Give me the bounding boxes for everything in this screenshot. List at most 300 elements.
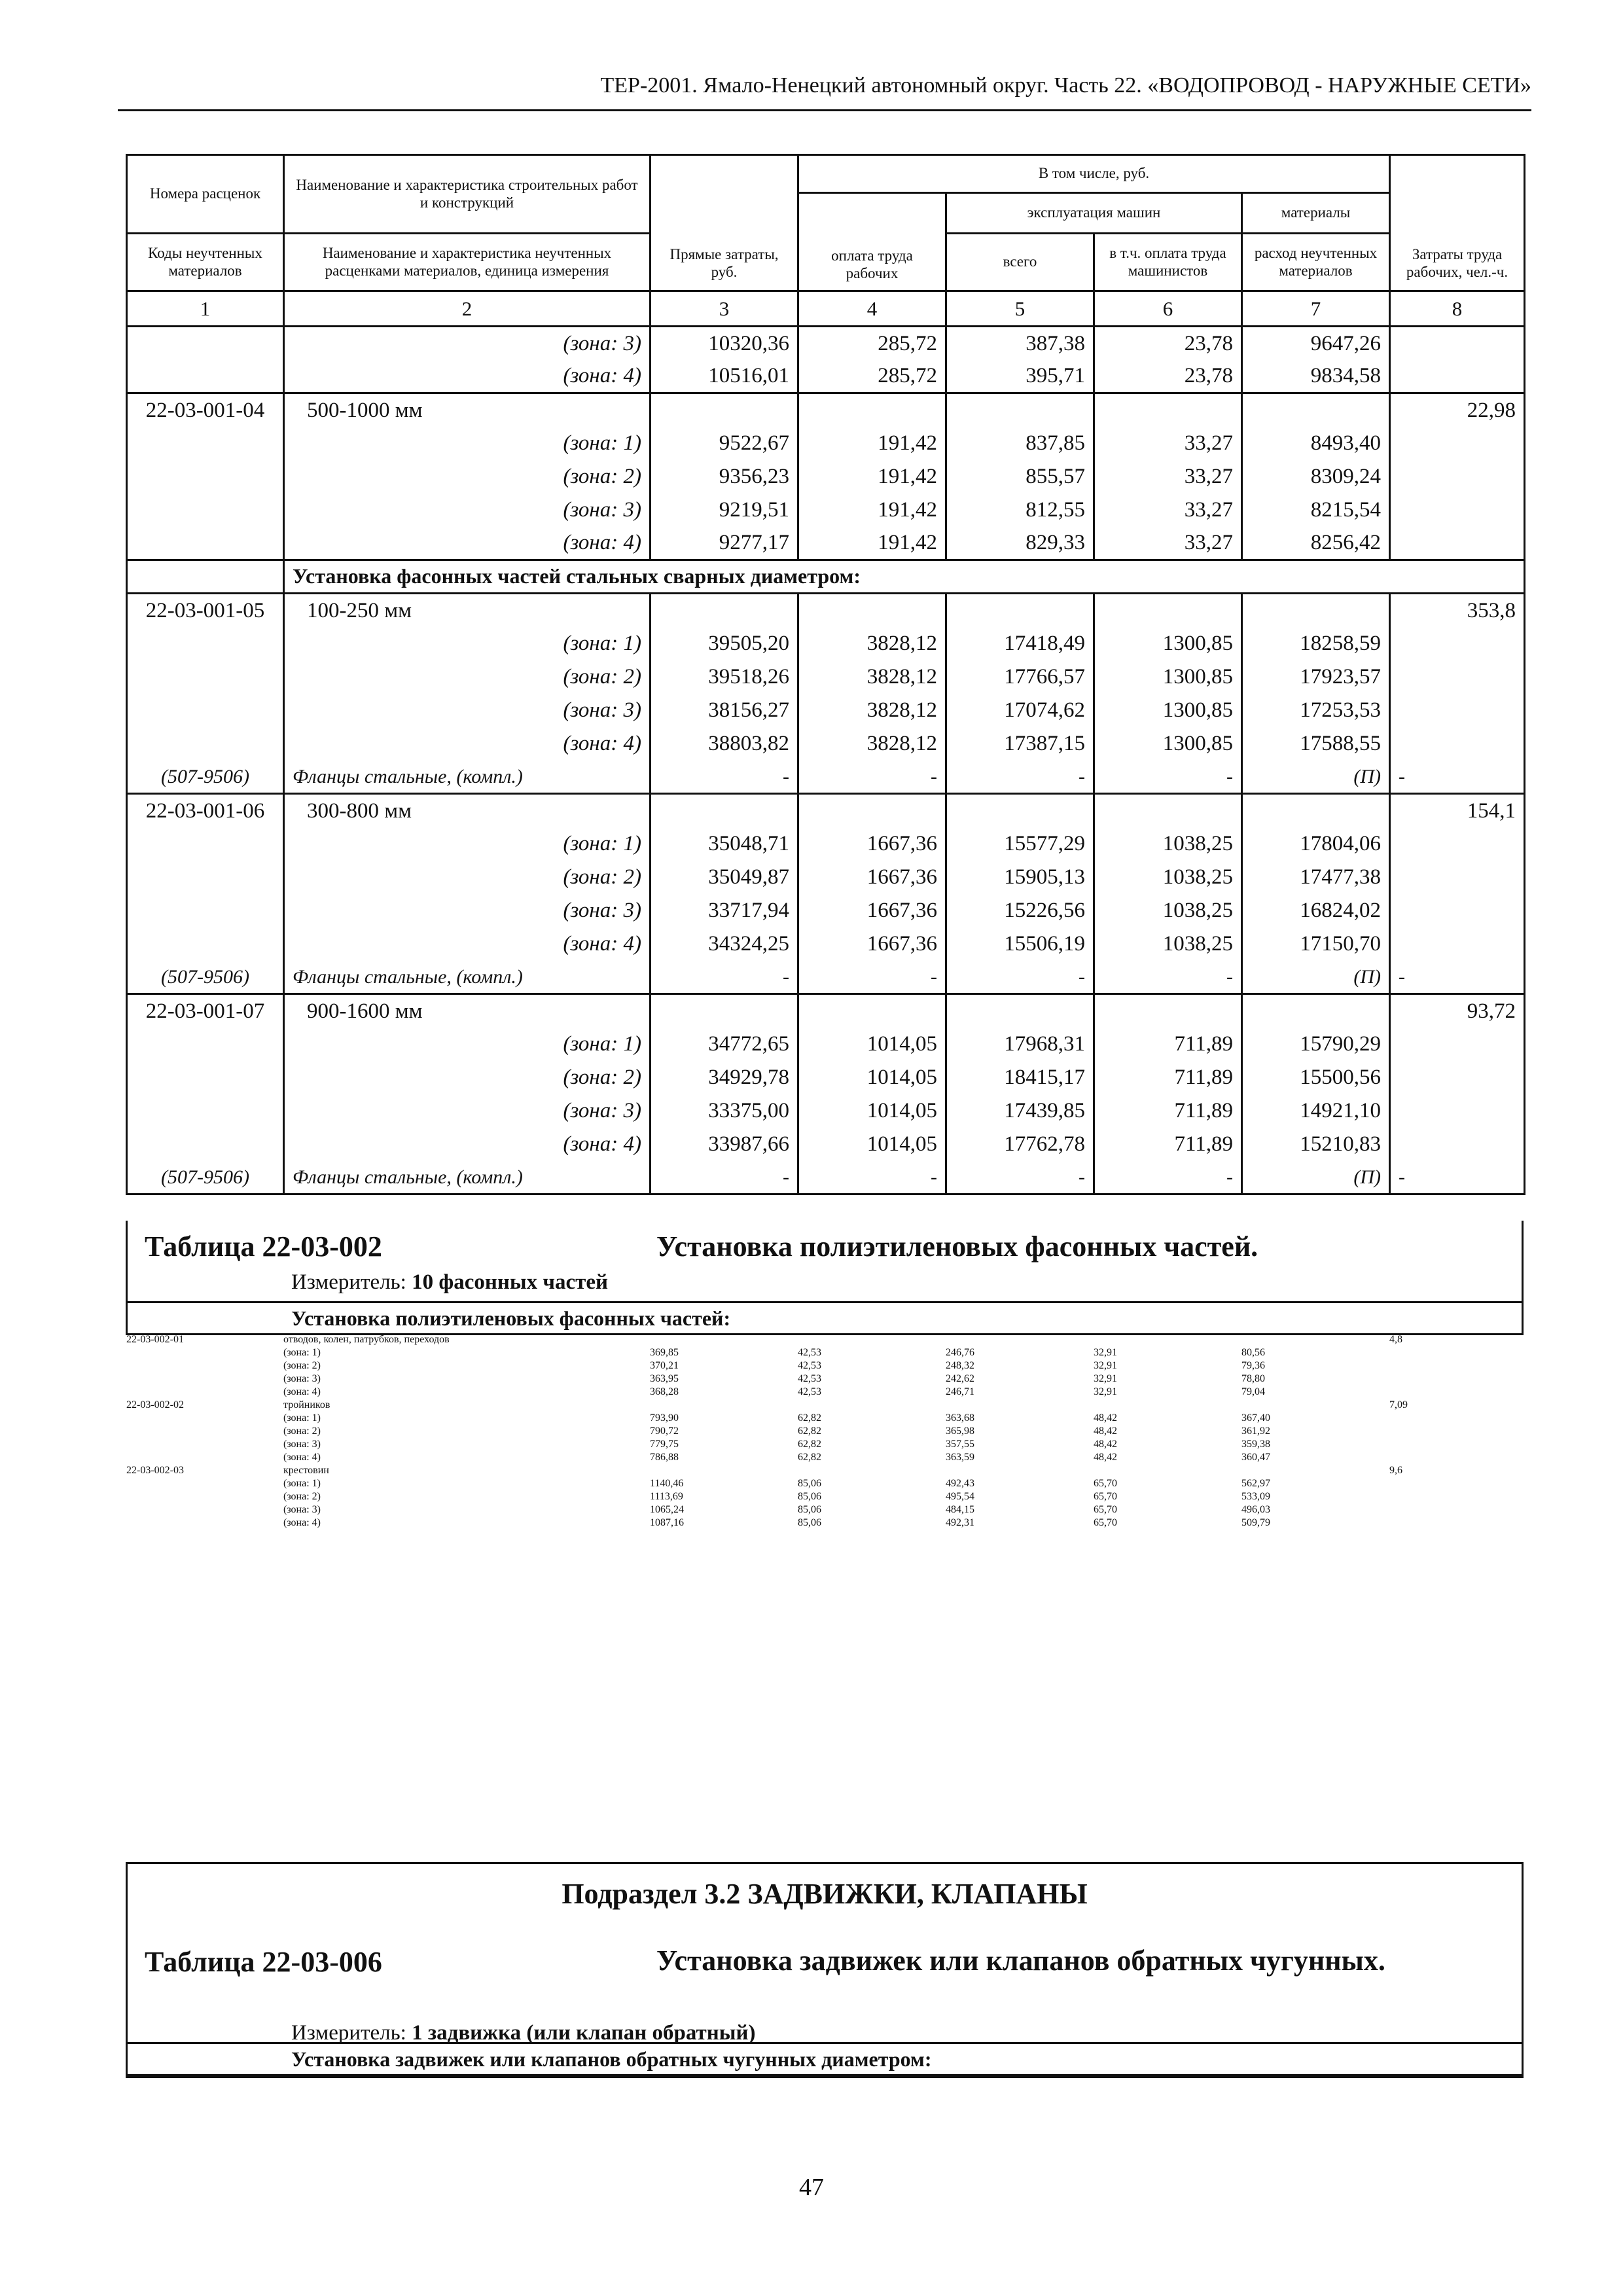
value-cell: 18258,59 (1242, 627, 1390, 660)
value-cell: 357,55 (946, 1439, 974, 1450)
value-cell (1093, 1333, 1241, 1346)
zone-label: (зона: 3) (284, 1094, 651, 1128)
table-row (126, 1359, 1524, 1372)
labor-cell: 4,8 (1389, 1334, 1402, 1345)
col6-head: в т.ч. оплата труда машинистов (1094, 234, 1242, 291)
value-cell: 48,42 (1094, 1412, 1117, 1424)
idx-4: 4 (798, 291, 946, 327)
col2-bottom: Наименование и характеристика неучтенных расценками материалов, единица измерения (284, 234, 651, 291)
value-cell (649, 1399, 797, 1412)
value-cell: 387,38 (946, 327, 1094, 360)
zone-label: (зона: 3) (284, 327, 651, 360)
labor-cell (1390, 360, 1525, 393)
value-cell: 15790,29 (1242, 1028, 1390, 1061)
idx-1: 1 (127, 291, 284, 327)
value-cell (798, 393, 946, 427)
labor-cell (1389, 1359, 1524, 1372)
zone-label: (зона: 4) (284, 727, 651, 761)
running-header (118, 65, 1531, 111)
value-cell (946, 393, 1094, 427)
value-cell: 711,89 (1094, 1028, 1242, 1061)
rates-table-002 (126, 1333, 1524, 1530)
table-row (127, 861, 1525, 894)
rate-name: отводов, колен, патрубков, переходов (283, 1334, 450, 1345)
value-cell: 79,04 (1241, 1386, 1265, 1397)
value-cell: 34772,65 (651, 1028, 798, 1061)
value-cell: 1300,85 (1094, 660, 1242, 694)
value-cell: 32,91 (1094, 1347, 1117, 1358)
value-cell: 34324,25 (651, 927, 798, 961)
value-cell (1242, 393, 1390, 427)
zone-label: (зона: 3) (283, 1373, 321, 1384)
zone-label: (зона: 3) (284, 694, 651, 727)
code-cell (127, 427, 284, 460)
rate-code: 22-03-001-06 (127, 794, 284, 827)
table-row (126, 1490, 1524, 1503)
zone-label: (зона: 3) (283, 1439, 321, 1450)
value-cell: 363,68 (946, 1412, 974, 1424)
code-cell (126, 1425, 283, 1438)
value-cell: 65,70 (1094, 1491, 1117, 1502)
zone-label: (зона: 2) (284, 660, 651, 694)
value-cell: 285,72 (798, 327, 946, 360)
value-cell: 65,70 (1094, 1517, 1117, 1528)
table-body-002 (126, 1333, 1524, 1530)
rate-name: 100-250 мм (284, 594, 651, 627)
value-cell: 17766,57 (946, 660, 1094, 694)
value-cell: 15500,56 (1242, 1061, 1390, 1094)
page-number: 47 (799, 2174, 824, 2201)
table-row-rate (127, 594, 1525, 627)
value-cell (1241, 1399, 1389, 1412)
value-cell (651, 393, 798, 427)
value-cell: 17477,38 (1242, 861, 1390, 894)
value-cell (1093, 1464, 1241, 1477)
value-cell (1242, 594, 1390, 627)
table-row (127, 1028, 1525, 1061)
value-cell (798, 794, 946, 827)
value-cell: 8215,54 (1242, 493, 1390, 527)
table-row-rate (127, 994, 1525, 1028)
table-row (127, 827, 1525, 861)
value-cell: 85,06 (798, 1478, 821, 1489)
rate-code: 22-03-002-01 (126, 1334, 184, 1345)
labor-cell: 154,1 (1390, 794, 1525, 827)
table-row (127, 694, 1525, 727)
labor-cell: 22,98 (1390, 393, 1525, 427)
value-cell (798, 594, 946, 627)
value-cell: 1087,16 (650, 1517, 684, 1528)
labor-cell (1390, 1128, 1525, 1161)
code-cell (126, 1490, 283, 1503)
code-cell (127, 694, 284, 727)
value-cell: 85,06 (798, 1517, 821, 1528)
value-cell: 812,55 (946, 493, 1094, 527)
value-cell: 80,56 (1241, 1347, 1265, 1358)
table-row (127, 894, 1525, 927)
labor-cell (1389, 1425, 1524, 1438)
code-cell (127, 1128, 284, 1161)
dash-cell: - (798, 761, 946, 794)
value-cell: 1014,05 (798, 1061, 946, 1094)
running-title: ТЕР-2001. Ямало-Ненецкий автономный округ. Часть 22. «ВОДОПРОВОД - НАРУЖНЫЕ СЕТИ» (600, 73, 1531, 98)
value-cell (946, 594, 1094, 627)
labor-cell: 93,72 (1390, 994, 1525, 1028)
code-cell (127, 360, 284, 393)
labor-cell: 7,09 (1389, 1399, 1408, 1410)
table-row (127, 1128, 1525, 1161)
value-cell: 15210,83 (1242, 1128, 1390, 1161)
value-cell: 562,97 (1241, 1478, 1270, 1489)
value-cell (649, 1333, 797, 1346)
table-head (127, 155, 1525, 327)
labor-cell (1390, 727, 1525, 761)
table-row (127, 327, 1525, 360)
rate-name: 500-1000 мм (284, 393, 651, 427)
material-name: Фланцы стальные, (компл.) (284, 761, 651, 794)
labor-cell (1389, 1412, 1524, 1425)
value-cell: 62,82 (798, 1426, 821, 1437)
zone-label: (зона: 4) (284, 360, 651, 393)
value-cell: 62,82 (798, 1439, 821, 1450)
labor-cell (1390, 460, 1525, 493)
zone-label: (зона: 1) (284, 627, 651, 660)
value-cell: 359,38 (1241, 1439, 1270, 1450)
value-cell: 15506,19 (946, 927, 1094, 961)
value-cell: 17253,53 (1242, 694, 1390, 727)
col7-head: расход неучтенных материалов (1242, 234, 1390, 291)
value-cell: 360,47 (1241, 1452, 1270, 1463)
code-cell (127, 527, 284, 560)
value-cell: 15226,56 (946, 894, 1094, 927)
value-cell: 17418,49 (946, 627, 1094, 660)
value-cell (1093, 1399, 1241, 1412)
idx-7: 7 (1242, 291, 1390, 327)
dash-cell: - (946, 1161, 1094, 1194)
table-row (126, 1372, 1524, 1386)
zone-label: (зона: 3) (284, 894, 651, 927)
value-cell (1094, 994, 1242, 1028)
col2-top: Наименование и характеристика строительных работ и конструкций (284, 155, 651, 234)
dash-cell: - (1390, 1161, 1525, 1194)
value-cell: 363,95 (650, 1373, 679, 1384)
value-cell: 42,53 (798, 1347, 821, 1358)
table-row (126, 1451, 1524, 1464)
idx-2: 2 (284, 291, 651, 327)
zone-label: (зона: 4) (283, 1452, 321, 1463)
zone-label: (зона: 4) (284, 527, 651, 560)
value-cell: 3828,12 (798, 727, 946, 761)
value-cell: 62,82 (798, 1412, 821, 1424)
value-cell: 9277,17 (651, 527, 798, 560)
code-cell (127, 460, 284, 493)
table-row (127, 460, 1525, 493)
value-cell (1242, 994, 1390, 1028)
code-cell (126, 1477, 283, 1490)
value-cell: 17150,70 (1242, 927, 1390, 961)
dash-cell: - (1094, 1161, 1242, 1194)
col8-head: Затраты труда рабочих, чел.-ч. (1390, 155, 1525, 291)
table-row (127, 360, 1525, 393)
value-cell: 496,03 (1241, 1504, 1270, 1515)
value-cell: 23,78 (1094, 360, 1242, 393)
value-cell: 38803,82 (651, 727, 798, 761)
zone-label: (зона: 4) (283, 1386, 321, 1397)
material-code: (507-9506) (127, 761, 284, 794)
value-cell: 711,89 (1094, 1094, 1242, 1128)
value-cell: 17588,55 (1242, 727, 1390, 761)
value-cell (1094, 393, 1242, 427)
value-cell: 829,33 (946, 527, 1094, 560)
value-cell (798, 994, 946, 1028)
table-006-title: Таблица 22-03-006 (145, 1946, 382, 1978)
table-002-heading (126, 1221, 1524, 1302)
labor-cell (1390, 927, 1525, 961)
table-002-caption: Установка полиэтиленовых фасонных частей. (656, 1230, 1258, 1263)
table-body-001 (127, 327, 1525, 1194)
material-p: (П) (1242, 761, 1390, 794)
table-row (127, 427, 1525, 460)
value-cell (651, 594, 798, 627)
value-cell: 492,31 (946, 1517, 974, 1528)
value-cell: 1667,36 (798, 827, 946, 861)
table-002-title: Таблица 22-03-002 (145, 1230, 382, 1263)
table-row-rate (127, 393, 1525, 427)
measure-value: 10 фасонных частей (412, 1270, 609, 1294)
dash-cell: - (651, 961, 798, 994)
subsection-title: Подраздел 3.2 ЗАДВИЖКИ, КЛАПАНЫ (562, 1878, 1088, 1910)
idx-3: 3 (651, 291, 798, 327)
value-cell: 492,43 (946, 1478, 974, 1489)
value-cell (1242, 794, 1390, 827)
value-cell: 191,42 (798, 460, 946, 493)
value-cell: 9834,58 (1242, 360, 1390, 393)
value-cell: 1667,36 (798, 861, 946, 894)
value-cell: 17968,31 (946, 1028, 1094, 1061)
zone-label: (зона: 1) (284, 1028, 651, 1061)
value-cell: 365,98 (946, 1426, 974, 1437)
value-cell: 17387,15 (946, 727, 1094, 761)
zone-label: (зона: 1) (283, 1412, 321, 1424)
value-cell: 1140,46 (650, 1478, 684, 1489)
table-row-rate (126, 1399, 1524, 1412)
material-p: (П) (1242, 961, 1390, 994)
measure-label: Измеритель: (291, 1270, 406, 1294)
table-row (126, 1412, 1524, 1425)
labor-cell (1390, 1094, 1525, 1128)
value-cell: 17923,57 (1242, 660, 1390, 694)
material-code: (507-9506) (127, 961, 284, 994)
value-cell: 48,42 (1094, 1439, 1117, 1450)
value-cell: 33,27 (1094, 460, 1242, 493)
value-cell (945, 1333, 1093, 1346)
table-row (127, 493, 1525, 527)
labor-cell (1389, 1490, 1524, 1503)
value-cell: 285,72 (798, 360, 946, 393)
zone-label: (зона: 3) (283, 1504, 321, 1515)
value-cell: 39505,20 (651, 627, 798, 660)
labor-cell (1390, 1028, 1525, 1061)
dash-cell: - (798, 1161, 946, 1194)
value-cell: 15905,13 (946, 861, 1094, 894)
zone-label: (зона: 1) (284, 427, 651, 460)
zone-label: (зона: 4) (284, 927, 651, 961)
material-row (127, 1161, 1525, 1194)
value-cell: 48,42 (1094, 1452, 1117, 1463)
value-cell: 17804,06 (1242, 827, 1390, 861)
table-row (127, 527, 1525, 560)
value-cell: 32,91 (1094, 1360, 1117, 1371)
code-cell (127, 894, 284, 927)
value-cell: 484,15 (946, 1504, 974, 1515)
code-cell (127, 727, 284, 761)
value-cell (797, 1399, 945, 1412)
value-cell (651, 794, 798, 827)
zone-label: (зона: 2) (283, 1426, 321, 1437)
labor-cell (1389, 1516, 1524, 1530)
code-cell (127, 660, 284, 694)
value-cell: 495,54 (946, 1491, 974, 1502)
table-row (126, 1477, 1524, 1490)
value-cell: 33717,94 (651, 894, 798, 927)
value-cell: 9356,23 (651, 460, 798, 493)
rate-name: тройников (283, 1399, 330, 1410)
value-cell: 23,78 (1094, 327, 1242, 360)
table-006-section: Установка задвижек или клапанов обратных чугунных диаметром: (126, 2042, 1524, 2076)
value-cell (945, 1399, 1093, 1412)
value-cell: 368,28 (650, 1386, 679, 1397)
table-002-measure (291, 1270, 608, 1295)
value-cell: 1014,05 (798, 1128, 946, 1161)
value-cell: 32,91 (1094, 1373, 1117, 1384)
value-cell: 33987,66 (651, 1128, 798, 1161)
value-cell: 18415,17 (946, 1061, 1094, 1094)
labor-cell (1389, 1503, 1524, 1516)
value-cell: 33,27 (1094, 527, 1242, 560)
value-cell: 35048,71 (651, 827, 798, 861)
value-cell: 367,40 (1241, 1412, 1270, 1424)
labor-cell: 353,8 (1390, 594, 1525, 627)
zone-label: (зона: 2) (284, 1061, 651, 1094)
value-cell: 33,27 (1094, 427, 1242, 460)
table-row (127, 660, 1525, 694)
idx-5: 5 (946, 291, 1094, 327)
value-cell: 16824,02 (1242, 894, 1390, 927)
labor-cell (1390, 427, 1525, 460)
value-cell (651, 994, 798, 1028)
value-cell (649, 1464, 797, 1477)
value-cell: 10320,36 (651, 327, 798, 360)
value-cell (945, 1464, 1093, 1477)
code-cell (127, 327, 284, 360)
table-row (126, 1346, 1524, 1359)
idx-6: 6 (1094, 291, 1242, 327)
labor-cell (1390, 627, 1525, 660)
value-cell: 1667,36 (798, 894, 946, 927)
value-cell: 62,82 (798, 1452, 821, 1463)
table-row (127, 1061, 1525, 1094)
value-cell (797, 1464, 945, 1477)
value-cell: 38156,27 (651, 694, 798, 727)
dash-cell: - (798, 961, 946, 994)
code-cell (126, 1386, 283, 1399)
value-cell: 39518,26 (651, 660, 798, 694)
labor-cell (1389, 1372, 1524, 1386)
code-cell (127, 627, 284, 660)
zone-label: (зона: 2) (284, 861, 651, 894)
value-cell (946, 994, 1094, 1028)
value-cell: 14921,10 (1242, 1094, 1390, 1128)
code-cell (126, 1412, 283, 1425)
rate-code: 22-03-001-05 (127, 594, 284, 627)
dash-cell: - (1094, 761, 1242, 794)
idx-8: 8 (1390, 291, 1525, 327)
value-cell: 191,42 (798, 527, 946, 560)
value-cell: 248,32 (946, 1360, 974, 1371)
dash-cell: - (946, 961, 1094, 994)
value-cell: 34929,78 (651, 1061, 798, 1094)
value-cell: 3828,12 (798, 660, 946, 694)
value-cell: 1113,69 (650, 1491, 683, 1502)
col4-head: оплата труда рабочих (798, 193, 946, 291)
value-cell: 8493,40 (1242, 427, 1390, 460)
table-row (127, 627, 1525, 660)
value-cell: 509,79 (1241, 1517, 1270, 1528)
material-name: Фланцы стальные, (компл.) (284, 961, 651, 994)
table-row (127, 727, 1525, 761)
value-cell: 242,62 (946, 1373, 974, 1384)
section-row (127, 560, 1525, 594)
value-cell: 17439,85 (946, 1094, 1094, 1128)
zone-label: (зона: 2) (284, 460, 651, 493)
labor-cell (1390, 527, 1525, 560)
material-row (127, 761, 1525, 794)
value-cell: 786,88 (650, 1452, 679, 1463)
table-row (126, 1386, 1524, 1399)
labor-cell (1389, 1451, 1524, 1464)
code-cell (126, 1438, 283, 1451)
rate-code: 22-03-001-04 (127, 393, 284, 427)
code-cell (126, 1346, 283, 1359)
value-cell: 78,80 (1241, 1373, 1265, 1384)
value-cell (946, 794, 1094, 827)
table-row (126, 1438, 1524, 1451)
rate-code: 22-03-001-07 (127, 994, 284, 1028)
col3-head: Прямые затраты, руб. (651, 155, 798, 291)
value-cell: 855,57 (946, 460, 1094, 493)
value-cell: 33,27 (1094, 493, 1242, 527)
value-cell: 246,71 (946, 1386, 974, 1397)
labor-cell (1389, 1477, 1524, 1490)
table-row-rate (126, 1333, 1524, 1346)
value-cell: 191,42 (798, 427, 946, 460)
table-row-rate (126, 1464, 1524, 1477)
value-cell (797, 1333, 945, 1346)
value-cell: 1065,24 (650, 1504, 684, 1515)
zone-label: (зона: 2) (283, 1491, 321, 1502)
value-cell (1241, 1464, 1389, 1477)
code-cell (127, 1028, 284, 1061)
labor-cell (1390, 493, 1525, 527)
empty-cell (127, 560, 284, 594)
zone-label: (зона: 1) (283, 1478, 321, 1489)
dash-cell: - (1094, 961, 1242, 994)
table-row (126, 1516, 1524, 1530)
material-row (127, 961, 1525, 994)
code-cell (127, 827, 284, 861)
code-cell (127, 927, 284, 961)
zone-label: (зона: 2) (283, 1360, 321, 1371)
